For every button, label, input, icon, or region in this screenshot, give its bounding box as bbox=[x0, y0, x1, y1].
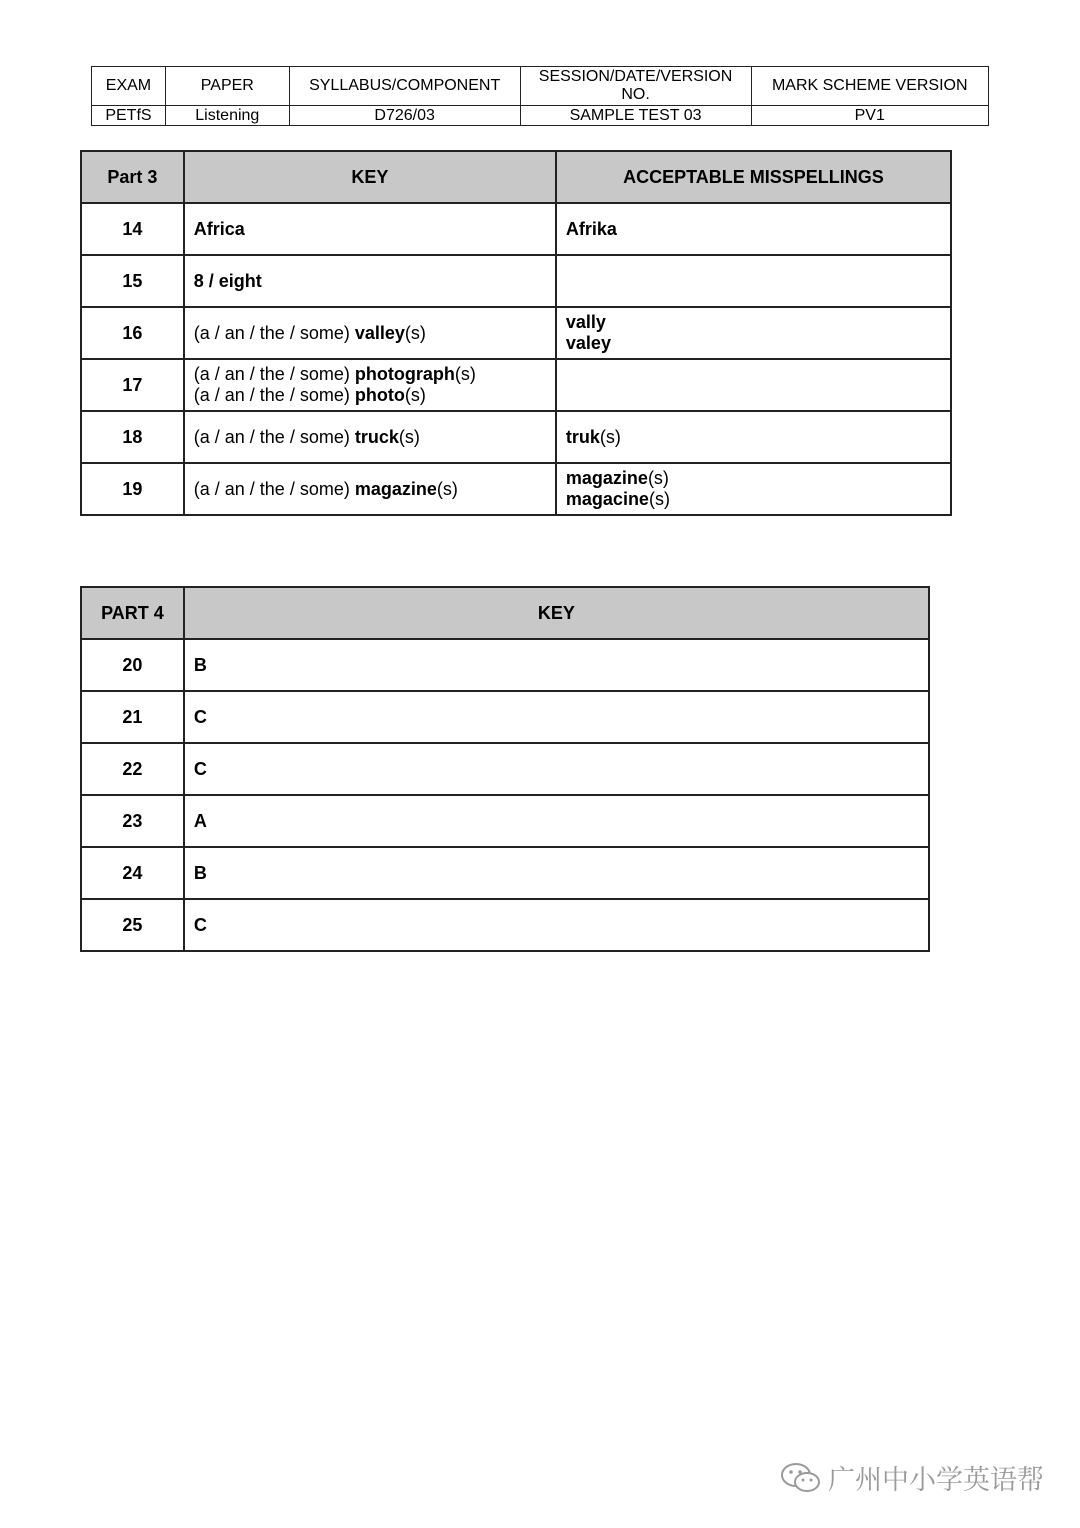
table-row bbox=[81, 691, 929, 743]
question-number: 17 bbox=[81, 359, 184, 411]
table-row bbox=[81, 795, 929, 847]
acceptable-misspelling bbox=[556, 307, 951, 359]
answer-key: C bbox=[184, 691, 929, 743]
question-number: 19 bbox=[81, 463, 184, 515]
misspelling-word: magazine bbox=[565, 468, 648, 488]
info-value-exam: PETfS bbox=[92, 106, 166, 126]
table-row bbox=[81, 847, 929, 899]
answer-key: C bbox=[184, 899, 929, 951]
key-article: (a / an / the / some) bbox=[193, 364, 355, 384]
key-line bbox=[194, 323, 555, 344]
answer-key bbox=[184, 203, 556, 255]
table-row bbox=[81, 255, 951, 307]
info-header-mark-scheme: MARK SCHEME VERSION bbox=[751, 67, 989, 106]
key-line bbox=[194, 479, 555, 500]
info-value-mark-scheme: PV1 bbox=[751, 106, 989, 126]
misspelling-line bbox=[566, 489, 950, 510]
part3-header-key: KEY bbox=[184, 151, 556, 203]
key-line bbox=[194, 385, 555, 406]
key-word: photograph bbox=[354, 364, 455, 384]
key-line bbox=[194, 271, 555, 292]
misspelling-line bbox=[566, 333, 950, 354]
key-line bbox=[194, 219, 555, 240]
info-header-exam: EXAM bbox=[92, 67, 166, 106]
key-word: 8 / eight bbox=[193, 270, 262, 291]
key-plural: (s) bbox=[398, 426, 420, 447]
question-number: 25 bbox=[81, 899, 184, 951]
answer-key bbox=[184, 463, 556, 515]
table-row bbox=[81, 359, 951, 411]
answer-key: B bbox=[184, 639, 929, 691]
key-article: (a / an / the / some) bbox=[193, 322, 355, 343]
misspelling-line bbox=[566, 468, 950, 489]
question-number: 23 bbox=[81, 795, 184, 847]
misspelling-line bbox=[566, 312, 950, 333]
key-word: magazine bbox=[354, 478, 437, 499]
key-word: photo bbox=[354, 385, 405, 405]
key-word: truck bbox=[354, 426, 399, 447]
key-article: (a / an / the / some) bbox=[193, 426, 355, 447]
misspelling-plural: (s) bbox=[648, 489, 670, 509]
part4-header-part: PART 4 bbox=[81, 587, 184, 639]
answer-key bbox=[184, 411, 556, 463]
acceptable-misspelling bbox=[556, 463, 951, 515]
watermark-text: 广州中小学英语帮 bbox=[828, 1465, 1044, 1495]
key-plural: (s) bbox=[436, 478, 458, 499]
acceptable-misspelling bbox=[556, 255, 951, 307]
table-row bbox=[81, 203, 951, 255]
answer-key bbox=[184, 255, 556, 307]
wechat-icon bbox=[780, 1461, 822, 1495]
misspelling-word: valey bbox=[565, 333, 611, 353]
misspelling-line bbox=[566, 219, 950, 240]
part3-header-part: Part 3 bbox=[81, 151, 184, 203]
info-header-paper: PAPER bbox=[165, 67, 289, 106]
misspelling-word: magacine bbox=[565, 489, 649, 509]
question-number: 15 bbox=[81, 255, 184, 307]
question-number: 16 bbox=[81, 307, 184, 359]
answer-key bbox=[184, 307, 556, 359]
key-line bbox=[194, 427, 555, 448]
info-table bbox=[91, 66, 989, 126]
part3-header-misspellings: ACCEPTABLE MISSPELLINGS bbox=[556, 151, 951, 203]
table-row bbox=[81, 411, 951, 463]
misspelling-plural: (s) bbox=[599, 426, 621, 447]
question-number: 21 bbox=[81, 691, 184, 743]
table-row bbox=[81, 899, 929, 951]
key-plural: (s) bbox=[404, 322, 426, 343]
acceptable-misspelling bbox=[556, 359, 951, 411]
key-article: (a / an / the / some) bbox=[193, 385, 355, 405]
key-word: valley bbox=[354, 322, 405, 343]
question-number: 24 bbox=[81, 847, 184, 899]
key-plural: (s) bbox=[454, 364, 476, 384]
question-number: 20 bbox=[81, 639, 184, 691]
answer-key: C bbox=[184, 743, 929, 795]
part4-header-key: KEY bbox=[184, 587, 929, 639]
acceptable-misspelling bbox=[556, 203, 951, 255]
table-row bbox=[81, 743, 929, 795]
misspelling-line bbox=[566, 427, 950, 448]
part3-table bbox=[80, 150, 952, 516]
table-row bbox=[81, 463, 951, 515]
misspelling-word: vally bbox=[565, 312, 606, 332]
question-number: 22 bbox=[81, 743, 184, 795]
info-value-paper: Listening bbox=[165, 106, 289, 126]
info-header-syllabus: SYLLABUS/COMPONENT bbox=[289, 67, 520, 106]
answer-key: B bbox=[184, 847, 929, 899]
answer-key: A bbox=[184, 795, 929, 847]
question-number: 18 bbox=[81, 411, 184, 463]
key-word: Africa bbox=[193, 218, 245, 239]
key-line bbox=[194, 364, 555, 385]
misspelling-plural: (s) bbox=[647, 468, 669, 488]
table-row bbox=[81, 307, 951, 359]
part4-table bbox=[80, 586, 930, 952]
info-value-session: SAMPLE TEST 03 bbox=[520, 106, 751, 126]
question-number: 14 bbox=[81, 203, 184, 255]
acceptable-misspelling bbox=[556, 411, 951, 463]
table-row bbox=[81, 639, 929, 691]
watermark bbox=[780, 1458, 1044, 1497]
info-header-session: SESSION/DATE/VERSION NO. bbox=[520, 67, 751, 106]
info-value-syllabus: D726/03 bbox=[289, 106, 520, 126]
key-plural: (s) bbox=[404, 385, 426, 405]
key-article: (a / an / the / some) bbox=[193, 478, 355, 499]
misspelling-word: Afrika bbox=[565, 218, 617, 239]
misspelling-word: truk bbox=[565, 426, 600, 447]
answer-key bbox=[184, 359, 556, 411]
